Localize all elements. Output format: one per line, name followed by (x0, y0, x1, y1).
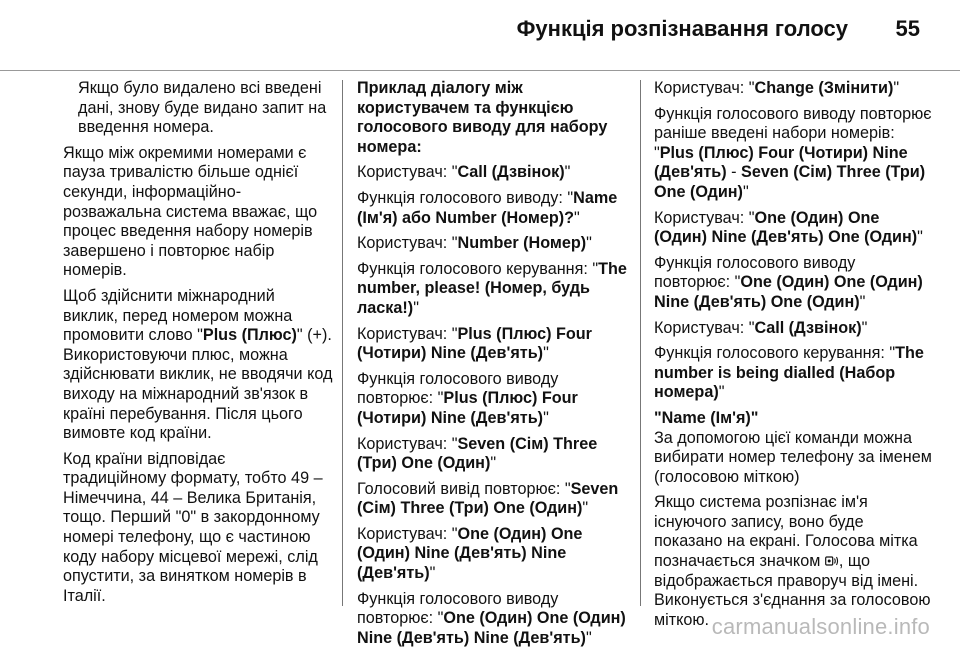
command-text: Number (Номер) (457, 234, 587, 253)
speaker-label: Користувач: " (654, 79, 755, 97)
dialog-system-line (654, 105, 934, 203)
command-text: Seven (Сім) Three (Три) One (Один) (654, 163, 926, 201)
speaker-label: Користувач: " (654, 318, 755, 337)
paragraph-name-recognition (654, 493, 934, 630)
quote: " (861, 318, 868, 337)
speaker-label: Користувач: " (357, 163, 458, 182)
speaker-label: Користувач: " (357, 434, 458, 453)
dialog-user-line (357, 435, 627, 474)
quote: " (859, 292, 866, 311)
quote: " (585, 628, 592, 647)
column-middle (357, 79, 627, 654)
dialog-system-line (357, 480, 627, 519)
dialog-user-line (654, 209, 934, 248)
dialog-system-line (654, 344, 934, 403)
dialog-user-line (357, 163, 627, 183)
column-divider-left (342, 80, 343, 606)
quote: " (586, 234, 592, 253)
dialog-system-line (357, 260, 627, 319)
paragraph-deleted-data: Якщо було видалено всі введені дані, знову буде видано запит на введення номера. (78, 79, 327, 137)
dialog-user-line (357, 525, 627, 584)
watermark: carmanualsonline.info (711, 614, 930, 639)
dialog-user-line (357, 234, 627, 254)
quote: " (543, 344, 549, 363)
command-text: Plus (Плюс) Four (Чотири) Nine (Дев'ять) (357, 389, 578, 427)
speaker-label: Функція голосового виводу повторює: " (357, 589, 559, 628)
speaker-label: Користувач: " (357, 234, 458, 253)
page-header (0, 0, 960, 71)
command-plus: Plus (Плюс) (202, 326, 297, 345)
text: Щоб здійснити міжнародний виклик, перед номером можна промовити слово " (63, 286, 293, 345)
speaker-label: Функція голосового виводу повторює: " (357, 369, 559, 408)
speaker-label: Функція голосового керування: " (357, 259, 599, 278)
speaker-label: Користувач: " (357, 524, 458, 543)
separator: - (726, 163, 742, 182)
command-text: Change (Змінити) (754, 79, 894, 97)
command-text: Plus (Плюс) Four (Чотири) Nine (Дев'ять) (654, 143, 908, 182)
speaker-label: Користувач: " (357, 324, 458, 343)
dialog-user-line (654, 319, 934, 339)
command-text: Plus (Плюс) Four (Чотири) Nine (Дев'ять) (357, 324, 592, 363)
command-text: One (Один) One (Один) Nine (Дев'ять) Nine (Дев'ять) (357, 609, 626, 647)
dialog-example-heading: Приклад діалогу між користувачем та функцією голосового виводу для набору номера: (357, 79, 608, 156)
command-text: The number, please! (Номер, будь ласка!) (357, 259, 627, 317)
section-heading-name (654, 409, 934, 429)
command-text: One (Один) One (Один) Nine (Дев'ять) One (Один) (654, 208, 918, 247)
page-number: 55 (895, 16, 920, 41)
paragraph-country-code: Код країни відповідає традиційному формату, тобто 49 – Німеччина, 44 – Велика Британія, тощо. Перший "0" в закордонному номері телефону, що є частиною коду набору місцевої мережі, слід опустити, за винятком номерів в Італії. (63, 449, 323, 605)
paragraph-name-command: За допомогою цієї команди можна вибирати номер телефону за іменем (голосовою міткою) (654, 428, 932, 486)
dialog-system-line (357, 189, 627, 228)
quote: " (490, 454, 497, 473)
speaker-label: Функція голосового керування: " (654, 344, 896, 363)
dialog-system-line (654, 254, 934, 313)
command-text: Seven (Сім) Three (Три) One (Один) (357, 479, 619, 518)
dialog-system-line (357, 370, 627, 429)
quote: " (574, 208, 580, 227)
dialog-user-line (357, 325, 627, 364)
dialog-user-line (654, 79, 934, 99)
paragraph-international (63, 287, 333, 444)
quote: " (413, 298, 419, 317)
command-text: Seven (Сім) Three (Три) One (Один) (357, 434, 598, 473)
text: Якщо система розпізнає ім'я існуючого запису, воно буде показано на екрані. Голосова мітка позначається значком (654, 493, 918, 571)
section-heading: "Name (Ім'я)" (654, 408, 759, 427)
quote: " (429, 564, 436, 583)
quote: " (718, 383, 725, 402)
command-text: Name (Ім'я) або Number (Номер)? (357, 188, 618, 227)
column-divider-right (640, 80, 641, 606)
paragraph-pause: Якщо між окремими номерами є пауза тривалістю більше однієї секунди, інформаційно-розважальна система вважає, що процес введення набору номерів завершено і повторює набір номерів. (63, 143, 318, 280)
page-title: Функція розпізнавання голосу (516, 16, 848, 41)
quote: " (564, 163, 571, 182)
quote: " (543, 408, 549, 427)
quote: " (582, 499, 589, 518)
quote: " (917, 228, 923, 247)
voice-tag-icon (825, 555, 839, 567)
text: , що відображається праворуч від імені. Виконується з'єднання за голосовою міткою. (654, 552, 931, 629)
dialog-system-line (357, 590, 627, 649)
text: " (+). Використовуючи плюс, можна здійснювати виклик, не вводячи код виходу на міжнародний зв'язок в країні перебування. Після цього вимовте код країни. (63, 326, 333, 443)
column-right (654, 79, 934, 636)
command-text: One (Один) One (Один) Nine (Дев'ять) One (Один) (654, 273, 923, 311)
speaker-label: Функція голосового виводу повторює: " (654, 253, 856, 292)
column-left (63, 79, 333, 612)
command-text: The number is being dialled (Набор номера) (654, 344, 924, 402)
speaker-label: Функція голосового виводу: " (357, 188, 574, 207)
speaker-label: Голосовий вивід повторює: " (357, 479, 571, 498)
command-text: Call (Дзвінок) (754, 318, 862, 337)
quote: " (742, 182, 749, 201)
command-text: Call (Дзвінок) (457, 163, 565, 182)
quote: " (893, 79, 900, 97)
speaker-label: Функція голосового виводу повторює раніше введені набори номерів: " (654, 104, 932, 162)
speaker-label: Користувач: " (654, 208, 755, 227)
command-text: One (Один) One (Один) Nine (Дев'ять) Nine (Дев'ять) (357, 524, 583, 583)
